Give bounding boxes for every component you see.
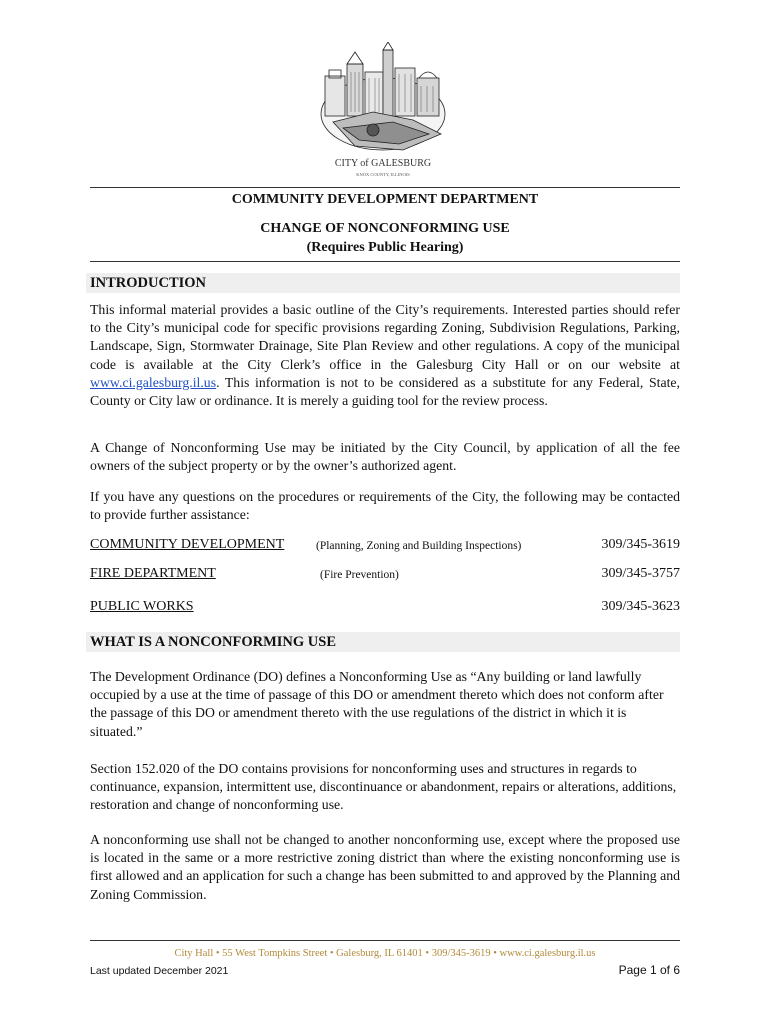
city-logo xyxy=(303,42,463,182)
contact-name-fire-department: FIRE DEPARTMENT xyxy=(90,566,216,581)
intro-paragraph-2: A Change of Nonconforming Use may be initiated by the City Council, by application of all the fee owners of the subject property or by the owner’s authorized agent. xyxy=(90,440,680,474)
contact-desc-fire-department: (Fire Prevention) xyxy=(320,569,399,581)
intro-paragraph-1-text-end: . This information is not to be considered as a substitute for any Federal, State, County or City law or ordinance. It is merely a guiding tool for the review process. xyxy=(90,374,680,409)
contact-desc-community-development: (Planning, Zoning and Building Inspections) xyxy=(316,540,522,552)
logo-subtitle: KNOX COUNTY, ILLINOIS xyxy=(356,172,410,177)
what-is-paragraph-3: A nonconforming use shall not be changed to another nonconforming use, except where the proposed use is located in the same or a more restrictive zoning district than where the existing nonconforming use is first allowed and an application for such a change has been submitted to and approved by the Planning and Zoning Commission. xyxy=(90,832,680,902)
contact-name-public-works: PUBLIC WORKS xyxy=(90,599,194,614)
section-heading-introduction: INTRODUCTION xyxy=(86,273,680,293)
contact-name-community-development: COMMUNITY DEVELOPMENT xyxy=(90,537,285,552)
last-updated: Last updated December 2021 xyxy=(90,965,229,977)
section-heading-what-is: WHAT IS A NONCONFORMING USE xyxy=(86,632,680,652)
city-skyline-illustration xyxy=(303,42,463,182)
footer-rule xyxy=(90,940,680,941)
document-title: CHANGE OF NONCONFORMING USE xyxy=(260,221,510,236)
department-title: COMMUNITY DEVELOPMENT DEPARTMENT xyxy=(231,192,539,207)
website-link[interactable]: www.ci.galesburg.il.us xyxy=(90,374,217,390)
contact-phone-fire-department: 309/345-3757 xyxy=(601,566,680,581)
intro-paragraph-3: If you have any questions on the procedures or requirements of the City, the following may be contacted to provide further assistance: xyxy=(90,489,680,523)
logo-title: CITY of GALESBURG xyxy=(334,158,432,169)
contact-phone-public-works: 309/345-3623 xyxy=(601,599,680,614)
contact-phone-community-development: 309/345-3619 xyxy=(601,537,680,552)
document-subtitle: (Requires Public Hearing) xyxy=(306,240,464,255)
intro-paragraph-1-text: This informal material provides a basic outline of the City’s requirements. Interested parties should refer to the City’s municipal code for specific provisions regarding Zoning, Subdivision Regulations, Parking, Landscape, Sign, Stormwater Drainage, Site Plan Review and other regulations. A copy of the municipal code is available at the City Clerk’s office in the Galesburg City Hall or on our website at xyxy=(90,302,680,372)
intro-paragraph-1 xyxy=(90,301,680,410)
header-bottom-rule xyxy=(90,261,680,262)
header-top-rule xyxy=(90,187,680,188)
what-is-paragraph-1: The Development Ordinance (DO) defines a Nonconforming Use as “Any building or land lawfully occupied by a use at the time of passage of this DO or amendment thereto which does not conform after the passage of this DO or amendment thereto with the use regulations of the district in which it is situated.” xyxy=(90,669,664,739)
what-is-paragraph-2: Section 152.020 of the DO contains provisions for nonconforming uses and structures in regards to continuance, expansion, intermittent use, discontinuance or abandonment, repairs or alterations, additions, restoration and change of nonconforming use. xyxy=(90,761,677,813)
page-number: Page 1 of 6 xyxy=(618,963,680,977)
footer-address: City Hall • 55 West Tompkins Street • Galesburg, IL 61401 • 309/345-3619 • www.ci.galesburg.il.us xyxy=(174,948,596,959)
